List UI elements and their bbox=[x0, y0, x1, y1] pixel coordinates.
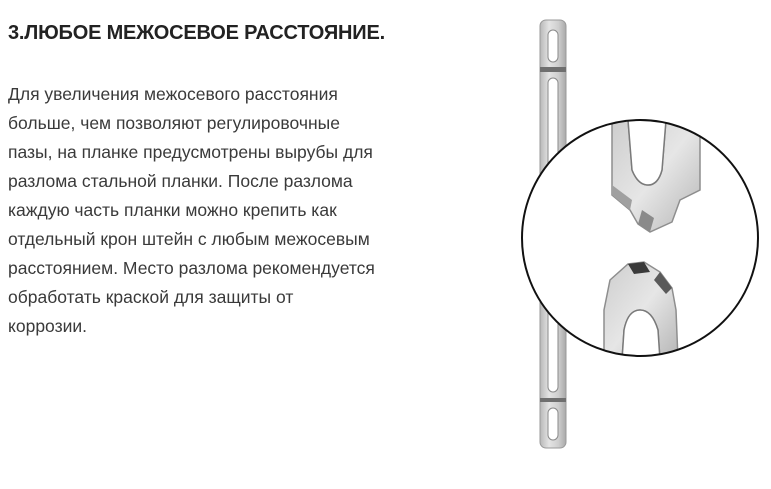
description-line: каждую часть планки можно крепить как bbox=[8, 200, 337, 220]
description-line: больше, чем позволяют регулировочные bbox=[8, 113, 340, 133]
section-heading: 3.ЛЮБОЕ МЕЖОСЕВОЕ РАССТОЯНИЕ. bbox=[8, 22, 385, 44]
bracket-plate-illustration bbox=[500, 10, 771, 480]
description-line: расстоянием. Место разлома рекомендуется bbox=[8, 258, 375, 278]
description-line: отдельный крон штейн с любым межосевым bbox=[8, 229, 370, 249]
description-line: разлома стальной планки. После разлома bbox=[8, 171, 353, 191]
description-line: коррозии. bbox=[8, 316, 88, 336]
description-line: пазы, на планке предусмотрены вырубы для bbox=[8, 142, 373, 162]
description-paragraph bbox=[8, 80, 438, 341]
description-line: Для увеличения межосевого расстояния bbox=[8, 84, 338, 104]
description-line: обработать краской для защиты от bbox=[8, 287, 294, 307]
